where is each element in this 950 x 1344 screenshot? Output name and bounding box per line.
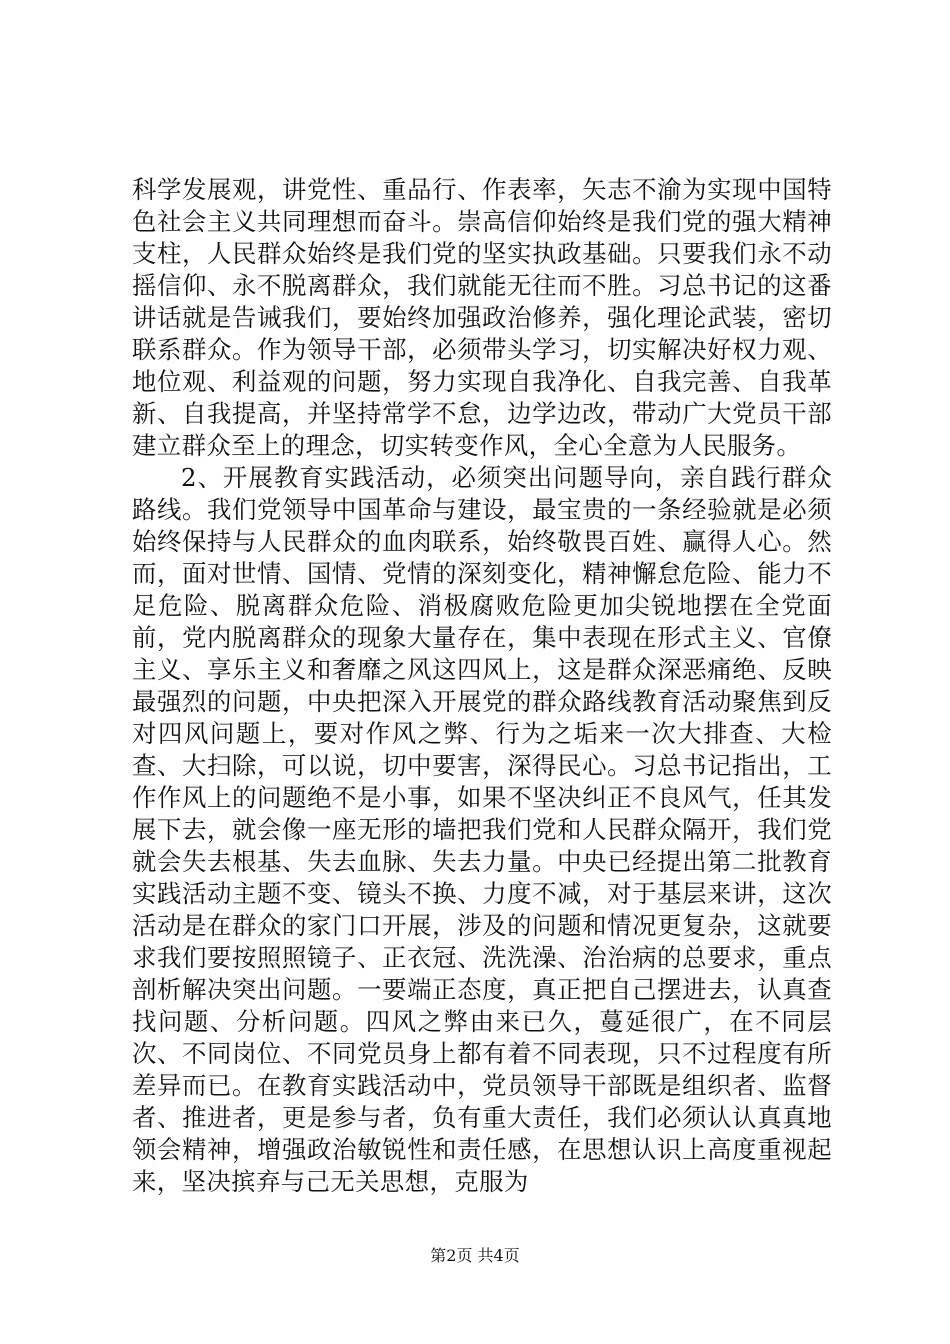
body-paragraph-section-2: 2、开展教育实践活动，必须突出问题导向，亲自践行群众路线。我们党领导中国革命与建设，最宝贵的一条经验就是必须始终保持与人民群众的血肉联系，始终敬畏百姓、赢得人心。然而，面对世情、国情、党情的深刻变化，精神懈怠危险、能力不足危险、脱离群众危险、消极腐败危险更加尖锐地摆在全党面前，党内脱离群众的现象大量存在，集中表现在形式主义、官僚主义、享乐主义和奢靡之风这四风上，这是群众深恶痛绝、反映最强烈的问题，中央把深入开展党的群众路线教育活动聚焦到反对四风问题上，要对作风之弊、行为之垢来一次大排查、大检查、大扫除，可以说，切中要害，深得民心。习总书记指出，工作作风上的问题绝不是小事，如果不坚决纠正不良风气，任其发展下去，就会像一座无形的墙把我们党和人民群众隔开，我们党就会失去根基、失去血脉、失去力量。中央已经提出第二批教育实践活动主题不变、镜头不换、力度不减，对于基层来讲，这次活动是在群众的家门口开展，涉及的问题和情况更复杂，这就要求我们要按照照镜子、正衣冠、洗洗澡、治治病的总要求，重点剖析解决突出问题。一要端正态度，真正把自己摆进去，认真查找问题、分析问题。四风之弊由来已久，蔓延很广，在不同层次、不同岗位、不同党员身上都有着不同表现，只不过程度有所差异而已。在教育实践活动中，党员领导干部既是组织者、监督者、推进者，更是参与者，负有重大责任，我们必须认认真真地领会精神，增强政治敏锐性和责任感，在思想认识上高度重视起来，坚决摈弃与己无关思想，克服为 <box>132 463 832 1196</box>
body-paragraph-continued: 科学发展观，讲党性、重品行、作表率，矢志不渝为实现中国特色社会主义共同理想而奋斗。崇高信仰始终是我们党的强大精神支柱，人民群众始终是我们党的坚实执政基础。只要我们永不动摇信仰、永不脱离群众，我们就能无往而不胜。习总书记的这番讲话就是告诫我们，要始终加强政治修养，强化理论武装，密切联系群众。作为领导干部，必须带头学习，切实解决好权力观、地位观、利益观的问题，努力实现自我净化、自我完善、自我革新、自我提高，并坚持常学不怠，边学边改，带动广大党员干部建立群众至上的理念，切实转变作风，全心全意为人民服务。 <box>132 175 832 460</box>
page-number-footer: 第2页 共4页 <box>430 1246 520 1265</box>
document-body <box>132 174 832 1198</box>
